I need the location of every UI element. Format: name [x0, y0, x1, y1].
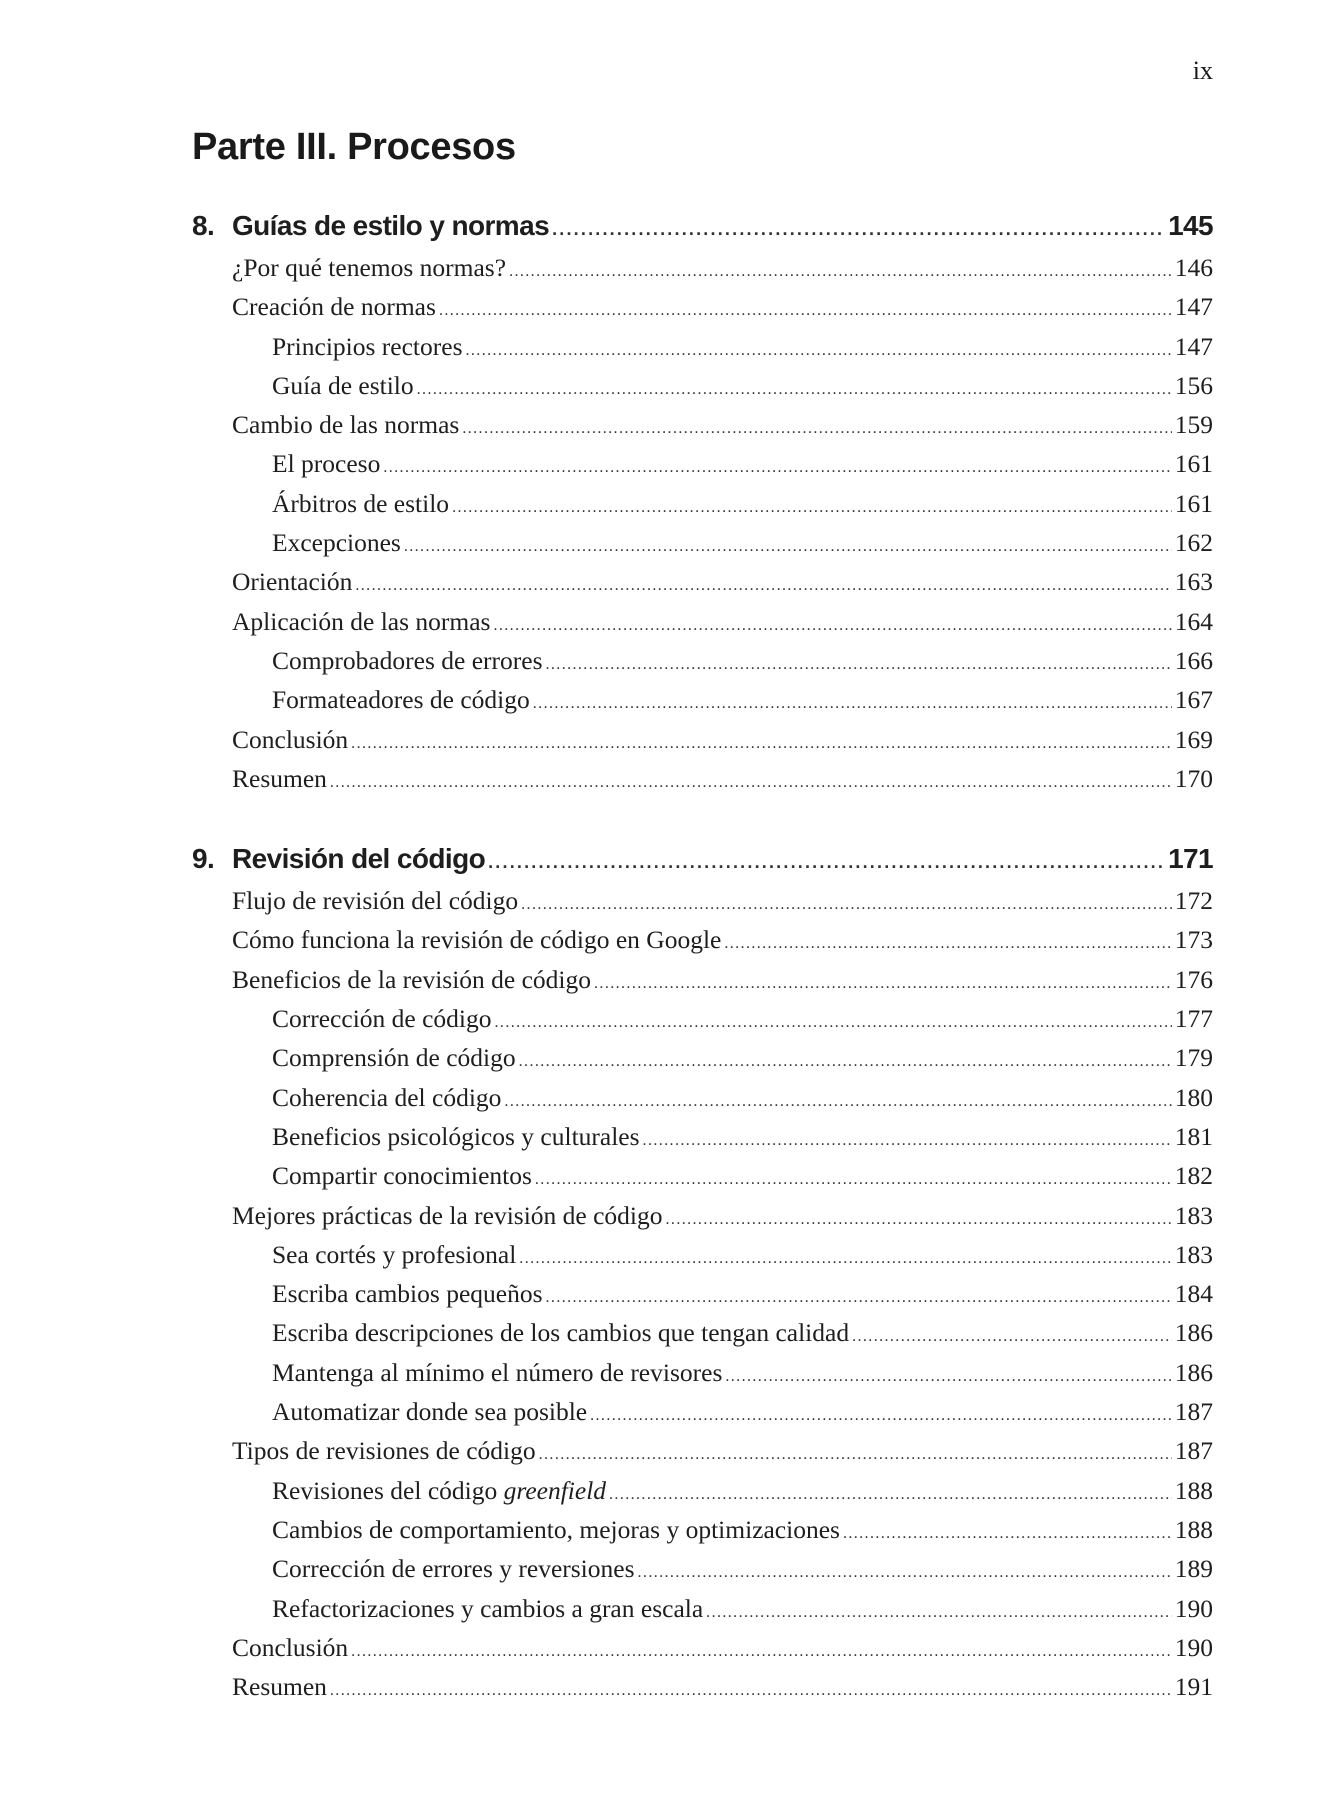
toc-entry-title-text: Cambio de las normas [232, 410, 460, 440]
toc-leader-dots [852, 1317, 1172, 1356]
toc-entry-title-text: Mejores prácticas de la revisión de código [232, 1200, 663, 1230]
toc-section-row[interactable] [192, 1431, 1213, 1470]
toc-entry-title-text: Automatizar donde sea posible [272, 1397, 588, 1427]
toc-entry-page: 177 [1174, 1004, 1213, 1034]
toc-entry-page: 186 [1174, 1318, 1213, 1348]
toc-entry-page: 166 [1174, 645, 1213, 675]
toc-entry-page: 159 [1174, 410, 1213, 440]
toc-entry-title-text: Creación de normas [232, 292, 436, 322]
toc-entry-page: 184 [1174, 1279, 1213, 1309]
toc-entry-page: 183 [1174, 1200, 1213, 1230]
toc-entry-page: 161 [1174, 449, 1213, 479]
toc-subsection-row[interactable] [192, 1353, 1213, 1392]
toc-entry-title [272, 1392, 587, 1431]
toc-leader-dots [439, 291, 1172, 330]
toc-entry-title-text: Comprensión de código [272, 1043, 516, 1073]
toc-entry-page: 187 [1174, 1397, 1213, 1427]
toc-subsection-row[interactable] [192, 366, 1213, 405]
toc-entry-title [232, 602, 490, 641]
toc-entry-title-text: Orientación [232, 567, 353, 597]
toc-leader-dots [533, 684, 1172, 723]
toc-subsection-row[interactable] [192, 999, 1213, 1038]
toc-entry-page: 156 [1174, 370, 1213, 400]
toc-entry-title [272, 1078, 501, 1117]
toc-chapter-title [192, 837, 485, 881]
toc-section-row[interactable] [192, 881, 1213, 920]
toc-entry-title [232, 287, 436, 326]
toc-leader-dots [546, 645, 1172, 684]
toc-entry-page: 186 [1174, 1357, 1213, 1387]
toc-entry-page: 176 [1174, 964, 1213, 994]
toc-leader-dots [504, 1082, 1171, 1121]
toc-entry-page: 182 [1174, 1161, 1213, 1191]
toc-entry-title-text: Compartir conocimientos [272, 1161, 532, 1191]
toc-entry-title [272, 1353, 722, 1392]
toc-entry-title [232, 405, 459, 444]
toc-entry-page: 146 [1174, 253, 1213, 282]
toc-entry-title-text: Excepciones [272, 528, 401, 558]
toc-leader-dots [509, 252, 1172, 291]
toc-section-row[interactable] [192, 759, 1213, 798]
toc-entry-title [272, 484, 449, 523]
toc-subsection-row[interactable] [192, 1549, 1213, 1588]
toc-entry-title [232, 1431, 536, 1470]
toc-entry-title [232, 960, 591, 999]
toc-entry-title-italic: greenfield [503, 1475, 607, 1505]
toc-entry-page: 191 [1174, 1672, 1213, 1702]
toc-subsection-row[interactable] [192, 1510, 1213, 1549]
toc-leader-dots [519, 1239, 1171, 1278]
toc-section-row[interactable] [192, 248, 1213, 287]
toc-entry-title-text: Mantenga al mínimo el número de revisores [272, 1357, 723, 1387]
toc-leader-dots [535, 1160, 1172, 1199]
toc-chapter-number: 8. [192, 210, 215, 241]
toc-leader-dots [351, 724, 1172, 763]
toc-entry-title [272, 444, 380, 483]
toc-entry-title-text: Beneficios psicológicos y culturales [272, 1121, 640, 1151]
toc-entry-page: 169 [1174, 724, 1213, 754]
toc-section-row[interactable] [192, 920, 1213, 959]
toc-subsection-row[interactable] [192, 680, 1213, 719]
toc-chapter-title-text: Revisión del código [232, 843, 486, 875]
toc-leader-dots [493, 606, 1171, 645]
toc-entry-page: 188 [1174, 1475, 1213, 1505]
toc-subsection-row[interactable] [192, 1038, 1213, 1077]
toc-entry-title-text: Sea cortés y profesional [272, 1239, 517, 1269]
toc-entry-page: 162 [1174, 528, 1213, 558]
toc-chapter [192, 204, 1213, 798]
toc-entry-page: 190 [1174, 1632, 1213, 1662]
toc-entry-page: 188 [1174, 1514, 1213, 1544]
toc-entry-title [272, 1549, 635, 1588]
toc-entry-page: 161 [1174, 488, 1213, 518]
toc-chapter-title [192, 204, 549, 248]
toc-leader-dots [643, 1121, 1172, 1160]
toc-entry-title [272, 327, 463, 366]
toc-subsection-row[interactable] [192, 1471, 1213, 1510]
toc-entry-page: 180 [1174, 1082, 1213, 1112]
toc-leader-dots [355, 566, 1171, 605]
toc-entry-page: 189 [1174, 1554, 1213, 1584]
toc-section-row[interactable] [192, 405, 1213, 444]
toc-section-row[interactable] [192, 287, 1213, 326]
toc-leader-dots [638, 1553, 1172, 1592]
toc-entry-title [272, 1117, 640, 1156]
toc-entry-title-text: Árbitros de estilo [272, 488, 450, 518]
toc-entry-title-text: Corrección de errores y reversiones [272, 1554, 635, 1584]
toc-entry-page: 147 [1174, 292, 1213, 322]
toc-leader-dots [666, 1200, 1172, 1239]
toc-entry-title [232, 720, 348, 759]
toc-leader-dots [462, 409, 1171, 448]
toc-entry-title [272, 1471, 606, 1510]
part-title: Parte III. Procesos [192, 126, 516, 168]
toc-entry-title [272, 1589, 703, 1628]
toc-subsection-row[interactable] [192, 641, 1213, 680]
toc-entry-title [272, 641, 543, 680]
toc-leader-dots [330, 1671, 1172, 1710]
toc-entry-page: 187 [1174, 1436, 1213, 1466]
table-of-contents [192, 204, 1213, 1706]
toc-entry-title-text: Principios rectores [272, 331, 463, 361]
toc-entry-title [272, 1235, 516, 1274]
toc-chapter-number: 9. [192, 843, 215, 875]
toc-entry-title [272, 1510, 840, 1549]
toc-subsection-row[interactable] [192, 1156, 1213, 1195]
toc-entry-title-text: Refactorizaciones y cambios a gran escala [272, 1593, 704, 1623]
toc-entry-page: 172 [1174, 886, 1213, 916]
toc-subsection-row[interactable] [192, 1589, 1213, 1628]
toc-entry-title-text: Revisiones del código [272, 1475, 504, 1505]
toc-entry-title [272, 1274, 543, 1313]
toc-subsection-row[interactable] [192, 523, 1213, 562]
toc-leader-dots [519, 1042, 1172, 1081]
toc-entry-title [232, 248, 506, 287]
toc-entry-title [272, 680, 530, 719]
toc-entry-title-text: ¿Por qué tenemos normas? [232, 253, 507, 282]
toc-entry-page: 190 [1174, 1593, 1213, 1623]
toc-entry-page: 163 [1174, 567, 1213, 597]
toc-leader-dots [594, 964, 1172, 1003]
toc-entry-page: 183 [1174, 1239, 1213, 1269]
toc-entry-title [232, 1628, 348, 1667]
page-number: ix [1192, 56, 1213, 85]
toc-section-row[interactable] [192, 562, 1213, 601]
toc-entry-title [272, 366, 414, 405]
toc-chapter [192, 837, 1213, 1706]
toc-subsection-row[interactable] [192, 1313, 1213, 1352]
toc-leader-dots [351, 1632, 1172, 1671]
toc-entry-title [232, 920, 721, 959]
toc-entry-title-text: Beneficios de la revisión de código [232, 964, 592, 994]
toc-entry-title [272, 523, 401, 562]
toc-entry-title [232, 881, 518, 920]
toc-chapter-page: 171 [1168, 843, 1213, 875]
toc-leader-dots [590, 1396, 1172, 1435]
toc-entry-title [232, 1196, 663, 1235]
toc-entry-title [272, 1038, 516, 1077]
toc-section-row[interactable] [192, 960, 1213, 999]
toc-leader-dots [404, 527, 1172, 566]
toc-entry-title-text: Formateadores de código [272, 685, 530, 715]
toc-leader-dots [552, 207, 1165, 251]
toc-section-row[interactable] [192, 720, 1213, 759]
toc-entry-title-text: Flujo de revisión del código [232, 886, 519, 916]
toc-subsection-row[interactable] [192, 1235, 1213, 1274]
toc-subsection-row[interactable] [192, 1117, 1213, 1156]
toc-entry-page: 173 [1174, 925, 1213, 955]
toc-leader-dots [466, 331, 1172, 370]
toc-entry-title-text: El proceso [272, 449, 381, 479]
toc-entry-page: 167 [1174, 685, 1213, 715]
toc-entry-title-text: Conclusión [232, 1632, 349, 1662]
toc-leader-dots [725, 1357, 1171, 1396]
toc-entry-title-text: Corrección de código [272, 1004, 492, 1034]
toc-entry-page: 147 [1174, 331, 1213, 361]
toc-entry-title [272, 1156, 532, 1195]
toc-subsection-row[interactable] [192, 1392, 1213, 1431]
toc-entry-title-text: Escriba cambios pequeños [272, 1279, 543, 1309]
toc-leader-dots [488, 840, 1165, 884]
toc-entry-title [272, 1313, 849, 1352]
toc-subsection-row[interactable] [192, 327, 1213, 366]
toc-subsection-row[interactable] [192, 444, 1213, 483]
toc-subsection-row[interactable] [192, 1274, 1213, 1313]
toc-leader-dots [417, 370, 1172, 409]
toc-entry-title [272, 999, 492, 1038]
toc-leader-dots [495, 1003, 1172, 1042]
toc-leader-dots [546, 1278, 1172, 1317]
toc-entry-title [232, 759, 327, 798]
toc-entry-page: 164 [1174, 606, 1213, 636]
toc-entry-title [232, 1667, 327, 1706]
toc-subsection-row[interactable] [192, 1078, 1213, 1117]
toc-entry-title-text: Cómo funciona la revisión de código en Google [232, 925, 722, 955]
toc-entry-title-text: Conclusión [232, 724, 349, 754]
toc-entry-title-text: Guía de estilo [272, 370, 414, 400]
toc-section-row[interactable] [192, 1667, 1213, 1706]
toc-entry-title-text: Escriba descripciones de los cambios que tengan calidad [272, 1318, 850, 1348]
toc-leader-dots [706, 1593, 1172, 1632]
toc-chapter-title-text: Guías de estilo y normas [232, 210, 550, 241]
toc-entry-title-text: Resumen [232, 1672, 327, 1702]
toc-chapter-heading[interactable] [192, 837, 1213, 881]
toc-section-row[interactable] [192, 602, 1213, 641]
toc-entry-page: 170 [1174, 763, 1213, 793]
toc-entry-title-text: Tipos de revisiones de código [232, 1436, 536, 1466]
toc-leader-dots [724, 924, 1171, 963]
toc-leader-dots [383, 448, 1171, 487]
toc-leader-dots [609, 1475, 1172, 1514]
toc-section-row[interactable] [192, 1196, 1213, 1235]
toc-leader-dots [330, 763, 1172, 802]
toc-entry-page: 179 [1174, 1043, 1213, 1073]
toc-leader-dots [843, 1514, 1172, 1553]
toc-leader-dots [539, 1435, 1172, 1474]
toc-subsection-row[interactable] [192, 484, 1213, 523]
toc-entry-page: 181 [1174, 1121, 1213, 1151]
toc-leader-dots [452, 488, 1172, 527]
toc-chapter-heading[interactable] [192, 204, 1213, 248]
toc-entry-title [232, 562, 352, 601]
toc-entry-title-text: Resumen [232, 763, 327, 793]
toc-leader-dots [521, 885, 1172, 924]
toc-chapter-page: 145 [1168, 210, 1213, 241]
toc-entry-title-text: Cambios de comportamiento, mejoras y optimizaciones [272, 1514, 840, 1544]
toc-entry-title-text: Aplicación de las normas [232, 606, 491, 636]
toc-entry-title-text: Comprobadores de errores [272, 645, 543, 675]
toc-entry-title-text: Coherencia del código [272, 1082, 502, 1112]
toc-section-row[interactable] [192, 1628, 1213, 1667]
